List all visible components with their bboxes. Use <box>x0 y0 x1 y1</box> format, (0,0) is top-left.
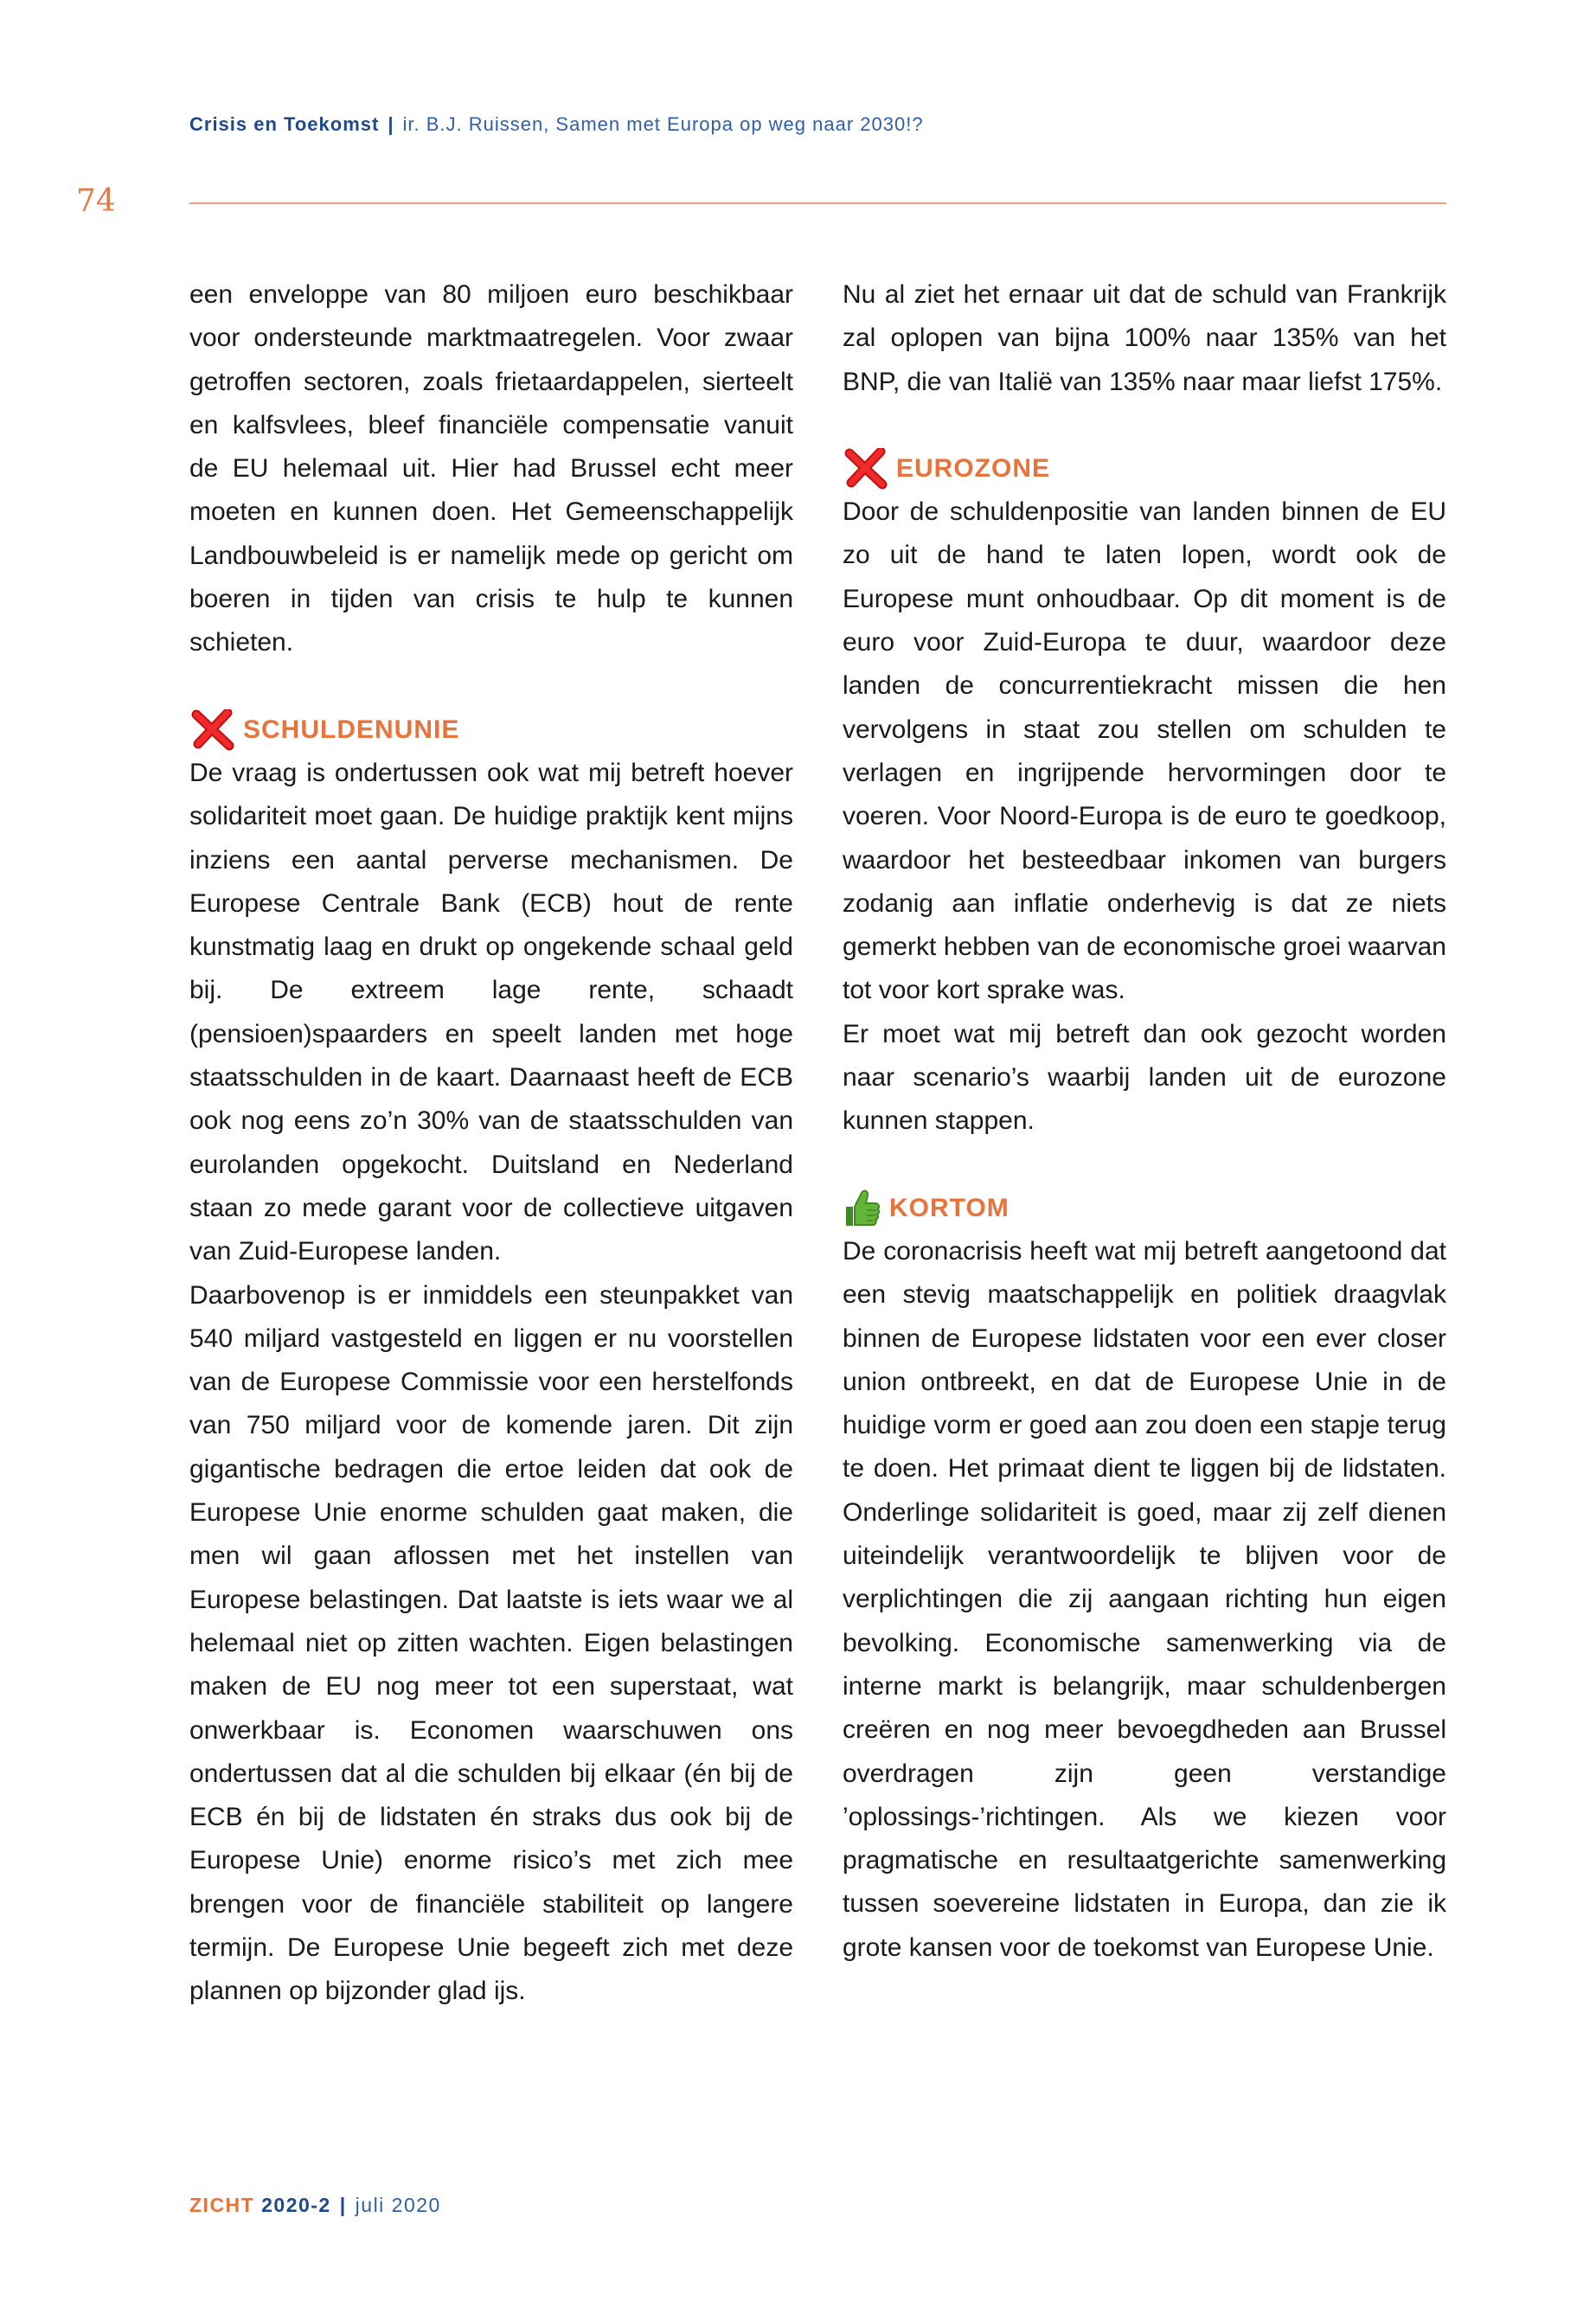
journal-title: Crisis en Toekomst <box>189 113 380 135</box>
section-heading-label: KORTOM <box>889 1193 1010 1222</box>
issue-number: 2020-2 <box>261 2194 331 2216</box>
issue-date: juli 2020 <box>355 2194 441 2216</box>
running-head <box>189 113 924 136</box>
right-column <box>843 273 1446 1970</box>
magazine-name: ZICHT <box>189 2194 255 2216</box>
section-heading-label: SCHULDENUNIE <box>243 715 460 744</box>
left-column <box>189 273 793 2014</box>
paragraph: Daarbovenop is er inmiddels een steunpakket van 540 miljard vastgesteld en liggen er nu voorstellen van de Europese Commissie voor een herstelfonds van 750 miljard voor de komende jaren. Dit zijn gigantische bedragen die ertoe leiden dat ook de Europese Unie enorme schulden gaat maken, die men wil gaan aflossen met het instellen van Europese belastingen. Dat laatste is iets waar we al helemaal niet op zitten wachten. Eigen belastingen maken de EU nog meer tot een superstaat, wat onwerkbaar is. Economen waarschuwen ons ondertussen dat al die schulden bij elkaar (én bij de ECB én bij de lidstaten én straks dus ook bij de Europese Unie) enorme risico’s met zich mee brengen voor de financiële stabiliteit op langere termijn. De Europese Unie begeeft zich met deze plannen op bijzonder glad ijs. <box>189 1280 793 2006</box>
header-rule <box>189 202 1446 204</box>
paragraph: Er moet wat mij betreft dan ook gezocht worden naar scenario’s waarbij landen uit de eurozone kunnen stappen. <box>843 1019 1446 1136</box>
spacer <box>189 665 793 708</box>
footer <box>189 2194 441 2217</box>
paragraph: een enveloppe van 80 miljoen euro beschikbaar voor ondersteunde marktmaatregelen. Voor zwaar getroffen sectoren, zoals frietaardappelen, sierteelt en kalfsvlees, bleef financiële compensatie vanuit de EU helemaal uit. Hier had Brussel echt meer moeten en kunnen doen. Het Gemeenschappelijk Landbouwbeleid is er namelijk mede op gericht om boeren in tijden van crisis te hulp te kunnen schieten. <box>189 280 793 657</box>
page-number: 74 <box>76 183 116 219</box>
section-heading-schuldenunie <box>189 708 793 752</box>
article-title: ir. B.J. Ruissen, Samen met Europa op weg naar 2030!? <box>402 113 924 135</box>
red-cross-icon <box>843 448 888 490</box>
section-heading-kortom <box>843 1187 1446 1230</box>
spacer <box>843 404 1446 447</box>
paragraph: Nu al ziet het ernaar uit dat de schuld van Frankrijk zal oplopen van bijna 100% naar 135% van het BNP, die van Italië van 135% naar maar liefst 175%. <box>843 280 1446 396</box>
header-separator: | <box>388 113 394 135</box>
spacer <box>843 1144 1446 1187</box>
paragraph: De coronacrisis heeft wat mij betreft aangetoond dat een stevig maatschappelijk en politiek draagvlak binnen de Europese lidstaten voor een ever closer union ontbreekt, en dat de Europese Unie in de huidige vorm er goed aan zou doen een stapje terug te doen. Het primaat dient te liggen bij de lidstaten. Onderlinge solidariteit is goed, maar zij zelf dienen uiteindelijk verantwoordelijk te blijven voor de verplichtingen die zij aangaan richting hun eigen bevolking. Economische samenwerking via de interne markt is belangrijk, maar schuldenbergen creëren en nog meer bevoegdheden aan Brussel overdragen zijn geen verstandige ’oplossings-’richtingen. Als we kiezen voor pragmatische en resultaatgerichte samenwerking tussen soevereine lidstaten in Europa, dan zie ik grote kansen voor de toekomst van Europese Unie. <box>843 1236 1446 1962</box>
paragraph: Door de schuldenpositie van landen binnen de EU zo uit de hand te laten lopen, wordt ook de Europese munt onhoudbaar. Op dit moment is de euro voor Zuid-Europa te duur, waardoor deze landen de concurrentiekracht missen die hen vervolgens in staat zou stellen om schulden te verlagen en ingrijpende hervormingen door te voeren. Voor Noord-Europa is de euro te goedkoop, waardoor het besteedbaar inkomen van burgers zodanig aan inflatie onderhevig is dat ze niets gemerkt hebben van de economische groei waarvan tot voor kort sprake was. <box>843 497 1446 1005</box>
section-heading-label: EUROZONE <box>896 453 1051 483</box>
section-heading-eurozone <box>843 447 1446 490</box>
red-cross-icon <box>189 709 234 751</box>
paragraph: De vraag is ondertussen ook wat mij betreft hoever solidariteit moet gaan. De huidige praktijk kent mijns inziens een aantal perverse mechanismen. De Europese Centrale Bank (ECB) hout de rente kunstmatig laag en drukt op ongekende schaal geld bij. De extreem lage rente, schaadt (pensioen)spaarders en speelt landen met hoge staatsschulden in de kaart. Daarnaast heeft de ECB ook nog eens zo’n 30% van de staatsschulden van eurolanden opgekocht. Duitsland en Nederland staan zo mede garant voor de collectieve uitgaven van Zuid-Europese landen. <box>189 758 793 1266</box>
footer-separator: | <box>339 2194 347 2216</box>
thumbs-up-icon <box>843 1188 881 1229</box>
